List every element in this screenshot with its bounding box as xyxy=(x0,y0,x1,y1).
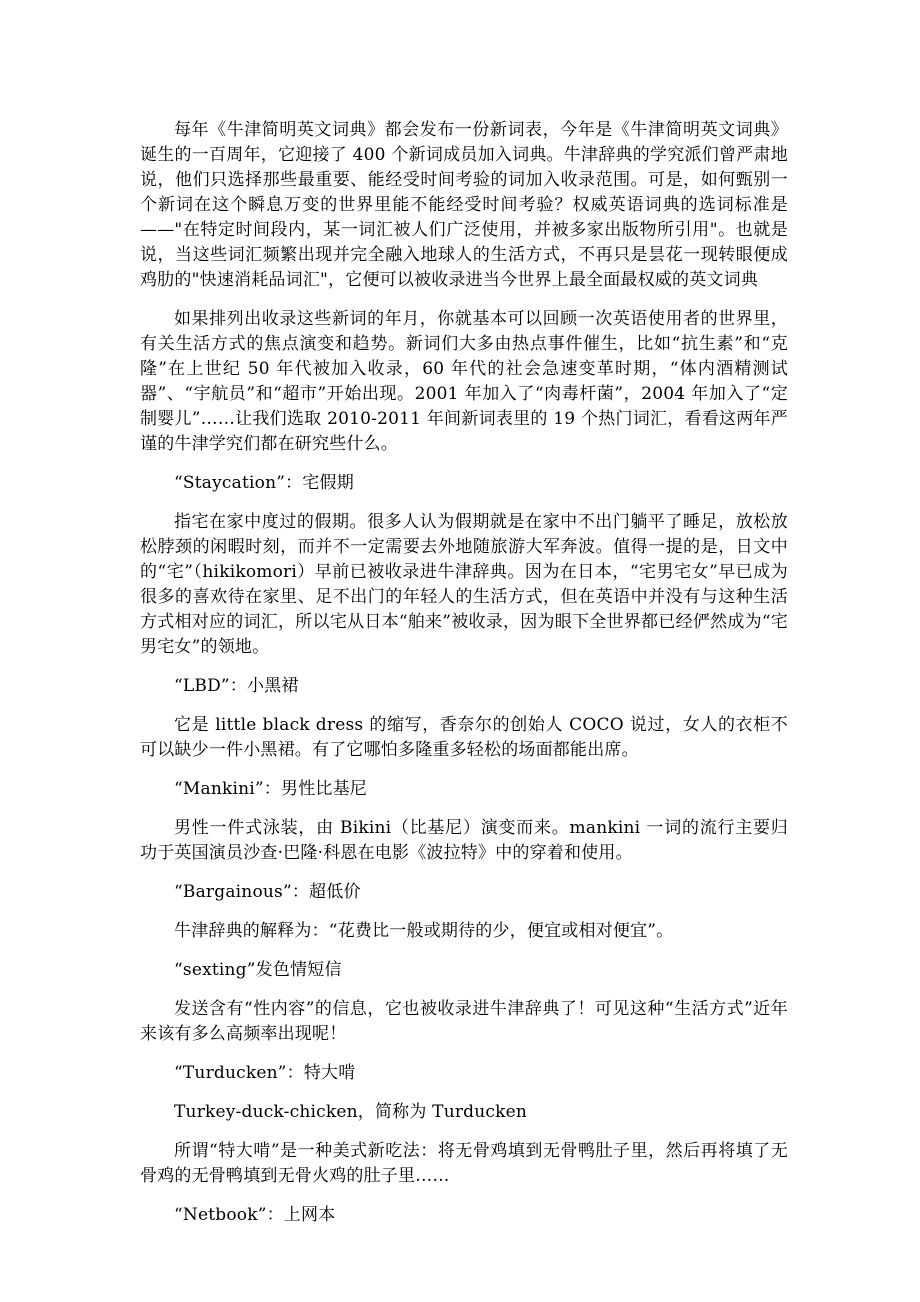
history-paragraph: 如果排列出收录这些新词的年月，你就基本可以回顾一次英语使用者的世界里，有关生活方式的焦点演变和趋势。新词们大多由热点事件催生，比如“抗生素”和“克隆”在上世纪 50 年代被加入收录，60 年代的社会急速变革时期，“体内酒精测试器”、“宇航员”和“超市”开始出现。2001 年加入了“肉毒杆菌”，2004 年加入了“定制婴儿”……让我们选取 2010-2011 年间新词表里的 19 个热门词汇，看看这两年严谨的牛津学究们都在研究些什么。 xyxy=(140,309,788,454)
term-definition-sexting: 发送含有“性内容”的信息，它也被收录进牛津辞典了！可见这种“生活方式”近年来该有多么高频率出现呢！ xyxy=(140,999,788,1044)
term-definition-mankini: 男性一件式泳装，由 Bikini（比基尼）演变而来。mankini 一词的流行主要归功于英国演员沙查·巴隆·科恩在电影《波拉特》中的穿着和使用。 xyxy=(140,818,788,863)
term-definition-bargainous: 牛津辞典的解释为：“花费比一般或期待的少，便宜或相对便宜”。 xyxy=(174,921,674,941)
term-heading-bargainous: “Bargainous”：超低价 xyxy=(174,882,361,902)
term-heading-turducken: “Turducken”：特大啃 xyxy=(174,1063,356,1083)
term-definition-lbd: 它是 little black dress 的缩写，香奈尔的创始人 COCO 说过，女人的衣柜不可以缺少一件小黑裙。有了它哪怕多隆重多轻松的场面都能出席。 xyxy=(140,715,788,760)
term-heading-lbd: “LBD”：小黑裙 xyxy=(174,676,299,696)
term-heading-sexting: “sexting”发色情短信 xyxy=(174,960,342,980)
term-definition-turducken: 所谓“特大啃”是一种美式新吃法：将无骨鸡填到无骨鸭肚子里，然后再将填了无骨鸡的无骨鸭填到无骨火鸡的肚子里…… xyxy=(140,1141,788,1186)
term-subheading-turducken: Turkey-duck-chicken，简称为 Turducken xyxy=(174,1102,528,1122)
term-definition-staycation: 指宅在家中度过的假期。很多人认为假期就是在家中不出门躺平了睡足，放松放松脖颈的闲暇时刻，而并不一定需要去外地随旅游大军奔波。值得一提的是，日文中的“宅”（hikikomori）早前已被收录进牛津辞典。因为在日本，“宅男宅女”早已成为很多的喜欢待在家里、足不出门的年轻人的生活方式，但在英语中并没有与这种生活方式相对应的词汇，所以宅从日本“舶来”被收录，因为眼下全世界都已经俨然成为“宅男宅女”的领地。 xyxy=(140,512,788,657)
term-heading-mankini: “Mankini”：男性比基尼 xyxy=(174,779,367,799)
document-body xyxy=(140,118,788,1242)
term-heading-netbook: “Netbook”：上网本 xyxy=(174,1205,336,1225)
term-heading-staycation: “Staycation”：宅假期 xyxy=(174,473,354,493)
intro-paragraph: 每年《牛津简明英文词典》都会发布一份新词表，今年是《牛津简明英文词典》诞生的一百周年，它迎接了 400 个新词成员加入词典。牛津辞典的学究派们曾严肃地说，他们只选择那些最重要、能经受时间考验的词加入收录范围。可是，如何甄别一个新词在这个瞬息万变的世界里能不能经受时间考验？权威英语词典的选词标准是——"在特定时间段内，某一词汇被人们广泛使用，并被多家出版物所引用"。也就是说，当这些词汇频繁出现并完全融入地球人的生活方式，不再只是昙花一现转眼便成鸡肋的"快速消耗品词汇"，它便可以被收录进当今世界上最全面最权威的英文词典 xyxy=(140,120,788,290)
